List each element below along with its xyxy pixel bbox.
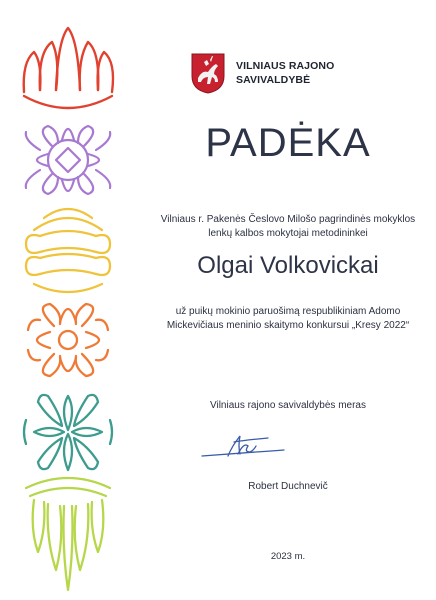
header-logo	[190, 52, 334, 94]
signer-name: Robert Duchnevič	[248, 481, 328, 492]
coat-of-arms-icon	[190, 52, 226, 94]
signature-image	[198, 428, 288, 464]
reason-line2: Mickevičiaus meninio skaitymo konkursui „Kresy 2022“	[166, 320, 410, 331]
reason-text	[140, 305, 436, 333]
orange-ornament	[28, 304, 108, 376]
organization-name	[236, 59, 334, 87]
intro-line1: Vilniaus r. Pakenės Česlovo Milošo pagrindinės mokyklos	[160, 214, 416, 225]
signer-title: Vilniaus rajono savivaldybės meras	[209, 400, 366, 411]
reason-line1: už puikų mokinio paruošimą respublikiniam Adomo	[175, 306, 401, 317]
lime-ornament	[26, 478, 110, 590]
yellow-ornament	[26, 209, 110, 292]
purple-ornament	[26, 126, 110, 194]
intro-text	[140, 213, 436, 241]
red-ornament	[24, 28, 113, 108]
intro-line2: lenkų kalbos mokytojai metodininkei	[208, 228, 368, 239]
issue-year: 2023 m.	[270, 551, 306, 562]
certificate-title: PADĖKA	[205, 121, 371, 165]
recipient-name: Olgai Volkovickai	[197, 252, 379, 279]
teal-ornament	[24, 395, 112, 470]
organization-name-line2: SAVIVALDYBĖ	[236, 74, 311, 86]
decorative-ornament-column	[0, 0, 140, 600]
organization-name-line1: VILNIAUS RAJONO	[236, 60, 335, 72]
